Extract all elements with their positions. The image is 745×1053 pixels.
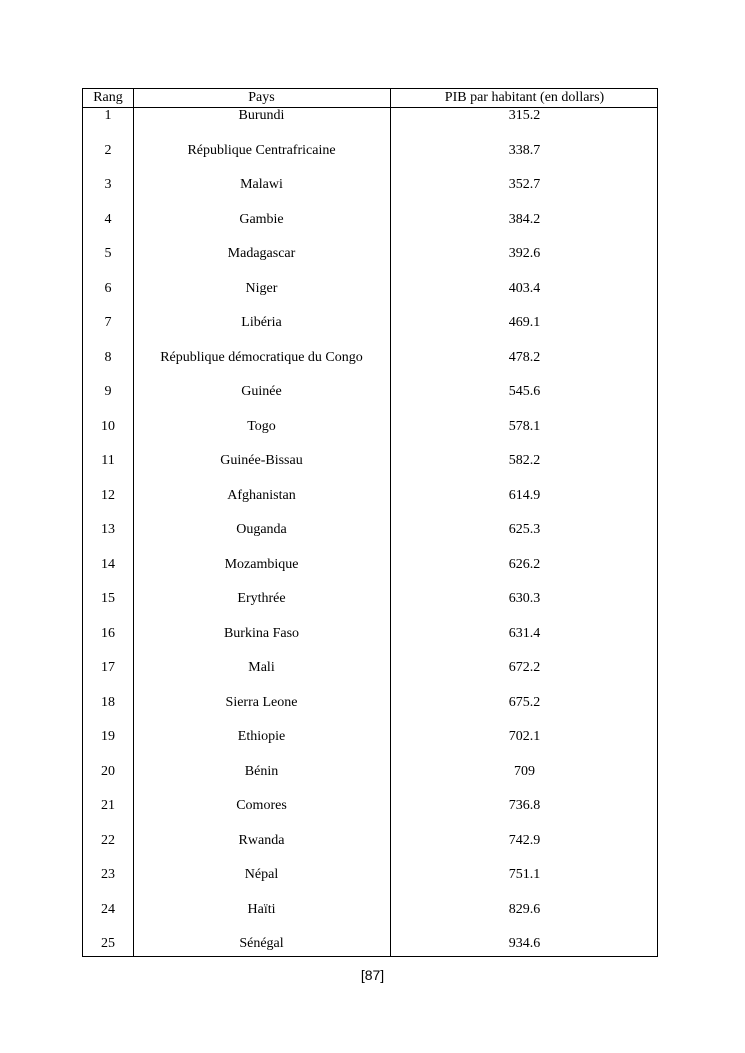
rank-cell: 5 (104, 246, 112, 261)
country-cell: Burundi (238, 108, 285, 123)
table-row (83, 832, 657, 850)
rank-cell: 13 (101, 522, 115, 537)
table-header-row (83, 89, 657, 108)
country-cell: Guinée (241, 384, 282, 399)
gdp-cell: 614.9 (508, 487, 541, 503)
rank-cell: 11 (101, 453, 115, 468)
rank-cell: 21 (101, 798, 115, 813)
table-row (83, 763, 657, 781)
country-cell: Gambie (239, 211, 284, 227)
country-cell: Malawi (240, 177, 283, 192)
rank-cell: 15 (101, 591, 115, 606)
gdp-cell: 934.6 (508, 936, 541, 951)
gdp-cell: 338.7 (508, 142, 541, 158)
table-row (83, 797, 657, 815)
rank-cell: 2 (104, 142, 112, 158)
rank-cell: 12 (101, 487, 115, 503)
country-cell: Sierra Leone (225, 694, 298, 710)
rank-cell: 25 (101, 936, 115, 951)
gdp-cell: 625.3 (508, 522, 541, 537)
gdp-cell: 630.3 (508, 591, 541, 606)
country-cell: Népal (244, 867, 279, 882)
country-cell: Sénégal (239, 936, 284, 951)
table-row (83, 487, 657, 505)
country-cell: Haïti (247, 901, 276, 917)
table-row (83, 728, 657, 746)
rank-cell: 18 (101, 694, 115, 710)
header-gdp: PIB par habitant (en dollars) (444, 90, 605, 105)
gdp-cell: 675.2 (508, 694, 541, 710)
country-cell: Rwanda (238, 832, 285, 848)
table-row (83, 245, 657, 263)
country-cell: Ouganda (236, 522, 287, 537)
country-cell: Comores (236, 798, 287, 813)
table-row (83, 314, 657, 332)
gdp-cell: 352.7 (508, 177, 541, 192)
country-cell: Erythrée (237, 591, 286, 606)
country-cell: Togo (247, 418, 276, 434)
rank-cell: 9 (104, 384, 112, 399)
rank-cell: 24 (101, 901, 115, 917)
table-row (83, 659, 657, 677)
table-row (83, 901, 657, 919)
country-cell: Niger (245, 280, 278, 296)
gdp-cell: 384.2 (508, 211, 541, 227)
gdp-cell: 403.4 (508, 280, 541, 296)
table-row (83, 521, 657, 539)
gdp-cell: 742.9 (508, 832, 541, 848)
table-row (83, 107, 657, 125)
rank-cell: 3 (104, 177, 112, 192)
gdp-cell: 469.1 (508, 315, 541, 330)
country-cell: République Centrafricaine (187, 142, 336, 158)
rank-cell: 16 (101, 625, 115, 641)
table-row (83, 211, 657, 229)
gdp-cell: 702.1 (508, 729, 541, 744)
country-cell: Guinée-Bissau (220, 453, 303, 468)
country-cell: Madagascar (227, 246, 296, 261)
table-row (83, 590, 657, 608)
table-row (83, 349, 657, 367)
header-country: Pays (248, 90, 275, 105)
table-row (83, 142, 657, 160)
gdp-cell: 736.8 (508, 798, 541, 813)
country-cell: Mozambique (224, 556, 299, 572)
rank-cell: 22 (101, 832, 115, 848)
country-cell: Afghanistan (227, 487, 296, 503)
country-cell: Libéria (241, 315, 282, 330)
rank-cell: 20 (101, 763, 115, 779)
table-row (83, 383, 657, 401)
table-row (83, 176, 657, 194)
gdp-table (82, 88, 658, 957)
gdp-cell: 626.2 (508, 556, 541, 572)
gdp-cell: 315.2 (508, 108, 541, 123)
table-row (83, 625, 657, 643)
table-row (83, 418, 657, 436)
rank-cell: 17 (101, 660, 115, 675)
gdp-cell: 582.2 (508, 453, 541, 468)
country-cell: Bénin (244, 763, 279, 779)
rank-cell: 7 (104, 315, 112, 330)
gdp-cell: 392.6 (508, 246, 541, 261)
country-cell: Mali (248, 660, 275, 675)
rank-cell: 23 (101, 867, 115, 882)
rank-cell: 8 (104, 349, 112, 365)
rank-cell: 14 (101, 556, 115, 572)
country-cell: Burkina Faso (223, 625, 300, 641)
table-row (83, 556, 657, 574)
gdp-cell: 709 (514, 763, 535, 779)
country-cell: Ethiopie (237, 729, 286, 744)
rank-cell: 19 (101, 729, 115, 744)
table-row (83, 935, 657, 953)
header-rank: Rang (93, 90, 123, 105)
gdp-cell: 751.1 (508, 867, 541, 882)
country-cell: République démocratique du Congo (160, 349, 363, 365)
table-row (83, 280, 657, 298)
rank-cell: 4 (104, 211, 112, 227)
gdp-cell: 478.2 (508, 349, 541, 365)
rank-cell: 10 (101, 418, 115, 434)
table-row (83, 866, 657, 884)
gdp-cell: 578.1 (508, 418, 541, 434)
gdp-cell: 545.6 (508, 384, 541, 399)
table-row (83, 694, 657, 712)
table-row (83, 452, 657, 470)
gdp-cell: 829.6 (508, 901, 541, 917)
gdp-cell: 631.4 (508, 625, 541, 641)
rank-cell: 1 (104, 108, 112, 123)
gdp-cell: 672.2 (508, 660, 541, 675)
rank-cell: 6 (104, 280, 112, 296)
page-number: [87] (360, 967, 385, 983)
